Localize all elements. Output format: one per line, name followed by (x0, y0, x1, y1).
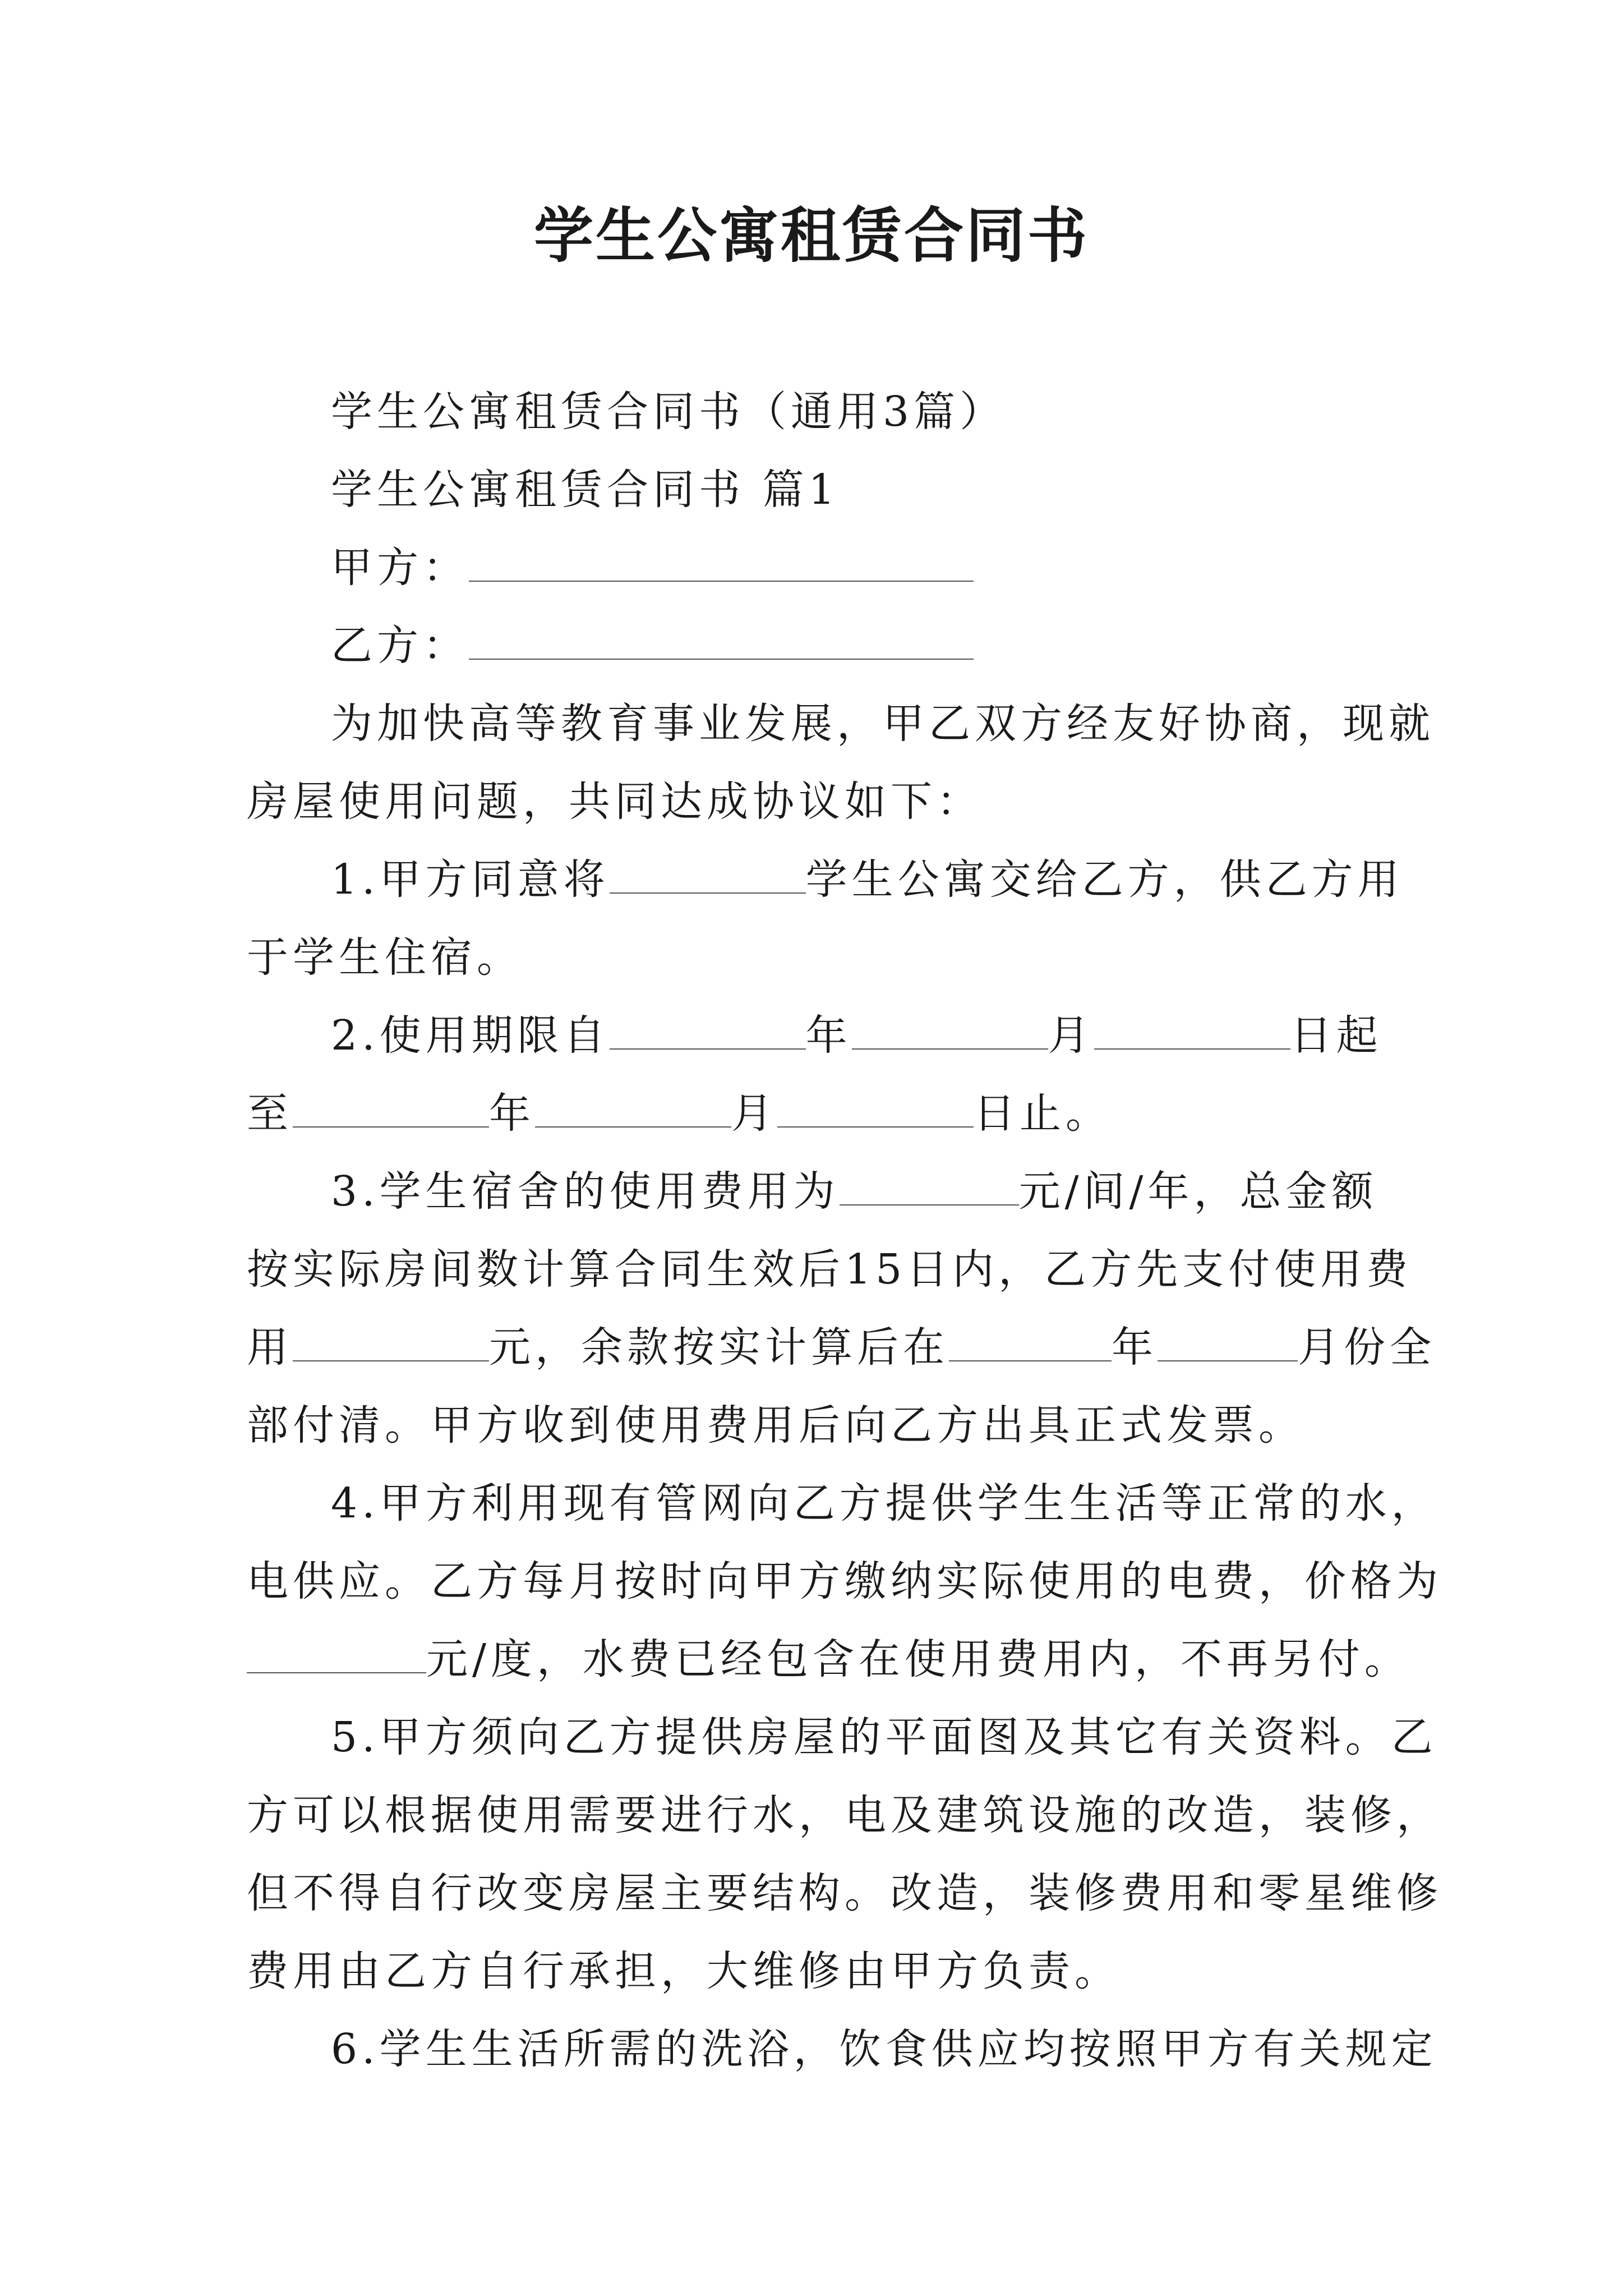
clause-4-line-2: 电供应。乙方每月按时向甲方缴纳实际使用的电费，价格为 (247, 1557, 1442, 1605)
clause-5-line-2: 方可以根据使用需要进行水，电及建筑设施的改造，装修， (247, 1791, 1442, 1839)
fee-per-room-blank (840, 1171, 1019, 1205)
balance-year-blank (949, 1327, 1112, 1361)
clause-4-line-1: 4.甲方利用现有管网向乙方提供学生生活等正常的水， (331, 1479, 1437, 1527)
doc-subtitle: 学生公寓租赁合同书（通用3篇） (331, 388, 1006, 436)
document-body (247, 373, 1442, 2088)
clause-5-line-4: 费用由乙方自行承担，大维修由甲方负责。 (247, 1947, 1121, 1995)
end-month-blank (535, 1093, 731, 1128)
prepay-amount-blank (293, 1327, 489, 1361)
intro-line-2: 房屋使用问题，共同达成协议如下： (247, 777, 983, 826)
clause-3-line-2: 按实际房间数计算合同生效后15日内，乙方先支付使用费 (247, 1245, 1413, 1294)
clause-1-line-2: 于学生住宿。 (247, 933, 523, 982)
party-a-blank (469, 547, 974, 582)
electricity-price-blank (247, 1639, 426, 1673)
clause-1-line-1: 1.甲方同意将 学生公寓交给乙方，供乙方用 (331, 855, 1404, 904)
party-b-line: 乙方： (247, 607, 1385, 685)
clause-3-line-1: 3.学生宿舍的使用费用为 元/间/年，总金额 (331, 1167, 1378, 1216)
party-a-line: 甲方： (247, 529, 1385, 607)
balance-month-blank (1158, 1327, 1298, 1361)
end-day-blank (777, 1093, 974, 1128)
document-title: 学生公寓租赁合同书 (534, 200, 1089, 270)
clause-3-line-3: 用 元，余款按实计算后在 年 月份全 (247, 1323, 1436, 1372)
start-day-blank (1094, 1015, 1290, 1050)
section-heading: 学生公寓租赁合同书 篇1 (331, 466, 840, 514)
clause-6-line-1: 6.学生生活所需的洗浴，饮食供应均按照甲方有关规定 (331, 2025, 1437, 2073)
party-b-blank (469, 625, 974, 660)
clause-4-line-3: 元/度，水费已经包含在使用费用内，不再另付。 (247, 1621, 1385, 1699)
start-year-blank (610, 1015, 806, 1050)
clause-2-line-1: 2.使用期限自 年 月 日起 (331, 1011, 1382, 1060)
apartment-blank (610, 859, 806, 894)
clause-2-line-2: 至 年 月 日止。 (247, 1089, 1112, 1138)
end-year-blank (293, 1093, 489, 1128)
clause-3-line-4: 部付清。甲方收到使用费用后向乙方出具正式发票。 (247, 1401, 1304, 1450)
clause-5-line-1: 5.甲方须向乙方提供房屋的平面图及其它有关资料。乙 (331, 1713, 1437, 1761)
intro-line-1: 为加快高等教育事业发展，甲乙双方经友好协商，现就 (331, 700, 1435, 748)
clause-5-line-3: 但不得自行改变房屋主要结构。改造，装修费用和零星维修 (247, 1869, 1442, 1917)
start-month-blank (852, 1015, 1048, 1050)
